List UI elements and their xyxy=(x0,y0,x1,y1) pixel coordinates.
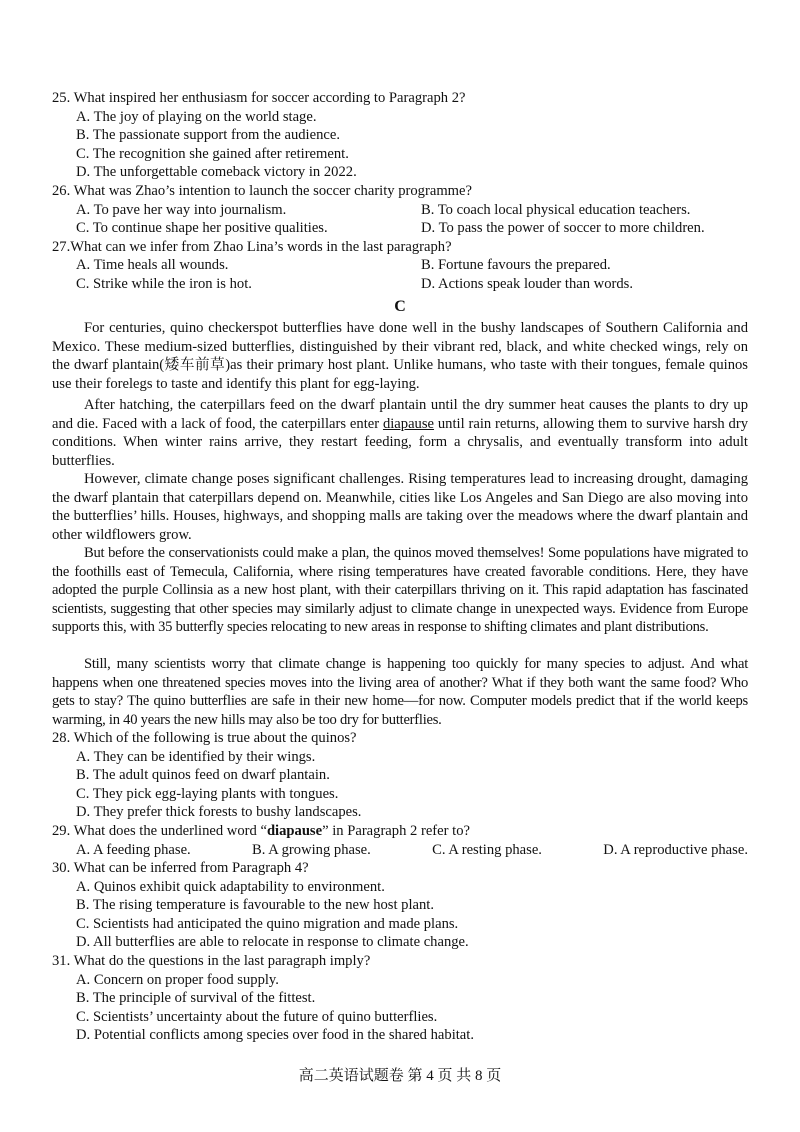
q31-option-c: C. Scientists’ uncertainty about the future of quino butterflies. xyxy=(76,1009,438,1025)
q28-option-c: C. They pick egg-laying plants with tongues. xyxy=(76,786,339,802)
passage-paragraph-1: For centuries, quino checkerspot butterflies have done well in the bushy landscapes of Southern California and Mexico. These medium-sized butterflies, distinguished by their vibrant red, black, and white checked wings, rely on the dwarf plantain(矮车前草)as their primary host plant. Unlike humans, who taste with their tongues, female quinos use their forelegs to taste and identify this plant for egg-laying. xyxy=(52,320,748,392)
question-28-stem: 28. Which of the following is true about the quinos? xyxy=(52,730,357,746)
q30-option-c: C. Scientists had anticipated the quino migration and made plans. xyxy=(76,916,459,932)
q29-option-a: A. A feeding phase. xyxy=(76,842,191,858)
q30-option-b: B. The rising temperature is favourable to the new host plant. xyxy=(76,897,434,913)
q28-option-b: B. The adult quinos feed on dwarf plantain. xyxy=(76,767,330,783)
p2-text-before: After hatching, the caterpillars feed on the dwarf plantain until the dry summer heat causes the plants to dry up and die. Faced with a lack of food, the caterpillars enter xyxy=(52,397,748,432)
q25-option-d: D. The unforgettable comeback victory in 2022. xyxy=(76,164,357,180)
passage-paragraph-3: However, climate change poses significant challenges. Rising temperatures lead to increasing drought, damaging the dwarf plantain that caterpillars depend on. Meanwhile, cities like Los Angeles and San Diego are also moving into the butterflies’ hills. Houses, highways, and shopping malls are taking over the meadows where the dwarf plantain and other wildflowers grow. xyxy=(52,471,748,543)
q25-option-c: C. The recognition she gained after retirement. xyxy=(76,146,349,162)
q27-option-c: C. Strike while the iron is hot. xyxy=(76,276,252,292)
q29-stem-before: 29. What does the underlined word “ xyxy=(52,823,267,839)
passage-paragraph-4: But before the conservationists could make a plan, the quinos moved themselves! Some populations have migrated to the foothills east of Temecula, California, where rising temperatures have created favorable conditions. Here, they have adopted the purple Collinsia as a new host plant, with their caterpillars thriving on it. This rapid adaptation has fascinated scientists, suggesting that other species may similarly adjust to climate change in unexpected ways. Evidence from Europe supports this, with 35 butterfly species relocating to new areas in response to shifting climates and plant distributions. xyxy=(52,545,748,636)
q31-option-d: D. Potential conflicts among species over food in the shared habitat. xyxy=(76,1027,474,1043)
q29-keyword-diapause: diapause xyxy=(266,823,323,839)
question-27-stem: 27.What can we infer from Zhao Lina’s words in the last paragraph? xyxy=(52,239,452,255)
p2-text-after: until rain returns, allowing them to survive harsh dry conditions. When winter rains arrive, they restart feeding, form a chrysalis, and eventually transform into adult butterflies. xyxy=(52,415,748,469)
question-31-stem: 31. What do the questions in the last paragraph imply? xyxy=(52,953,371,969)
question-25-stem: 25. What inspired her enthusiasm for soccer according to Paragraph 2? xyxy=(52,90,466,106)
q29-stem-after: ” in Paragraph 2 refer to? xyxy=(322,823,470,839)
section-title-c: C xyxy=(394,298,406,315)
q26-option-a: A. To pave her way into journalism. xyxy=(76,202,287,218)
q27-option-d: D. Actions speak louder than words. xyxy=(421,276,633,292)
passage-paragraph-5: Still, many scientists worry that climate change is happening too quickly for many species to adjust. And what happens when one threatened species moves into the living area of another? What if they both want the same food? Who gets to stay? The quino butterflies are safe in their new home—for now. Computer models predict that if the world keeps warming, in 40 years the new hills may also be too dry for butterflies. xyxy=(52,656,748,728)
q27-option-a: A. Time heals all wounds. xyxy=(76,257,229,273)
q30-option-a: A. Quinos exhibit quick adaptability to environment. xyxy=(76,879,385,895)
q25-option-b: B. The passionate support from the audience. xyxy=(76,127,340,143)
q28-option-d: D. They prefer thick forests to bushy landscapes. xyxy=(76,804,362,820)
q25-option-a: A. The joy of playing on the world stage. xyxy=(76,109,317,125)
q29-option-c: C. A resting phase. xyxy=(432,842,542,858)
question-26-stem: 26. What was Zhao’s intention to launch the soccer charity programme? xyxy=(52,183,472,199)
q28-option-a: A. They can be identified by their wings. xyxy=(76,749,316,765)
q26-option-d: D. To pass the power of soccer to more children. xyxy=(421,220,705,236)
page-footer: 高二英语试题卷 第 4 页 共 8 页 xyxy=(298,1068,502,1084)
q26-option-c: C. To continue shape her positive qualities. xyxy=(76,220,328,236)
passage-paragraph-2 xyxy=(52,396,748,470)
q29-option-b: B. A growing phase. xyxy=(252,842,371,858)
question-29-stem xyxy=(52,822,752,841)
q31-option-a: A. Concern on proper food supply. xyxy=(76,972,279,988)
q31-option-b: B. The principle of survival of the fittest. xyxy=(76,990,316,1006)
q27-option-b: B. Fortune favours the prepared. xyxy=(421,257,611,273)
q26-option-b: B. To coach local physical education teachers. xyxy=(421,202,691,218)
question-30-stem: 30. What can be inferred from Paragraph 4? xyxy=(52,860,309,876)
q30-option-d: D. All butterflies are able to relocate in response to climate change. xyxy=(76,934,469,950)
underlined-word-diapause: diapause xyxy=(382,415,435,432)
q29-options-row xyxy=(76,841,748,860)
q29-option-d: D. A reproductive phase. xyxy=(603,842,748,858)
